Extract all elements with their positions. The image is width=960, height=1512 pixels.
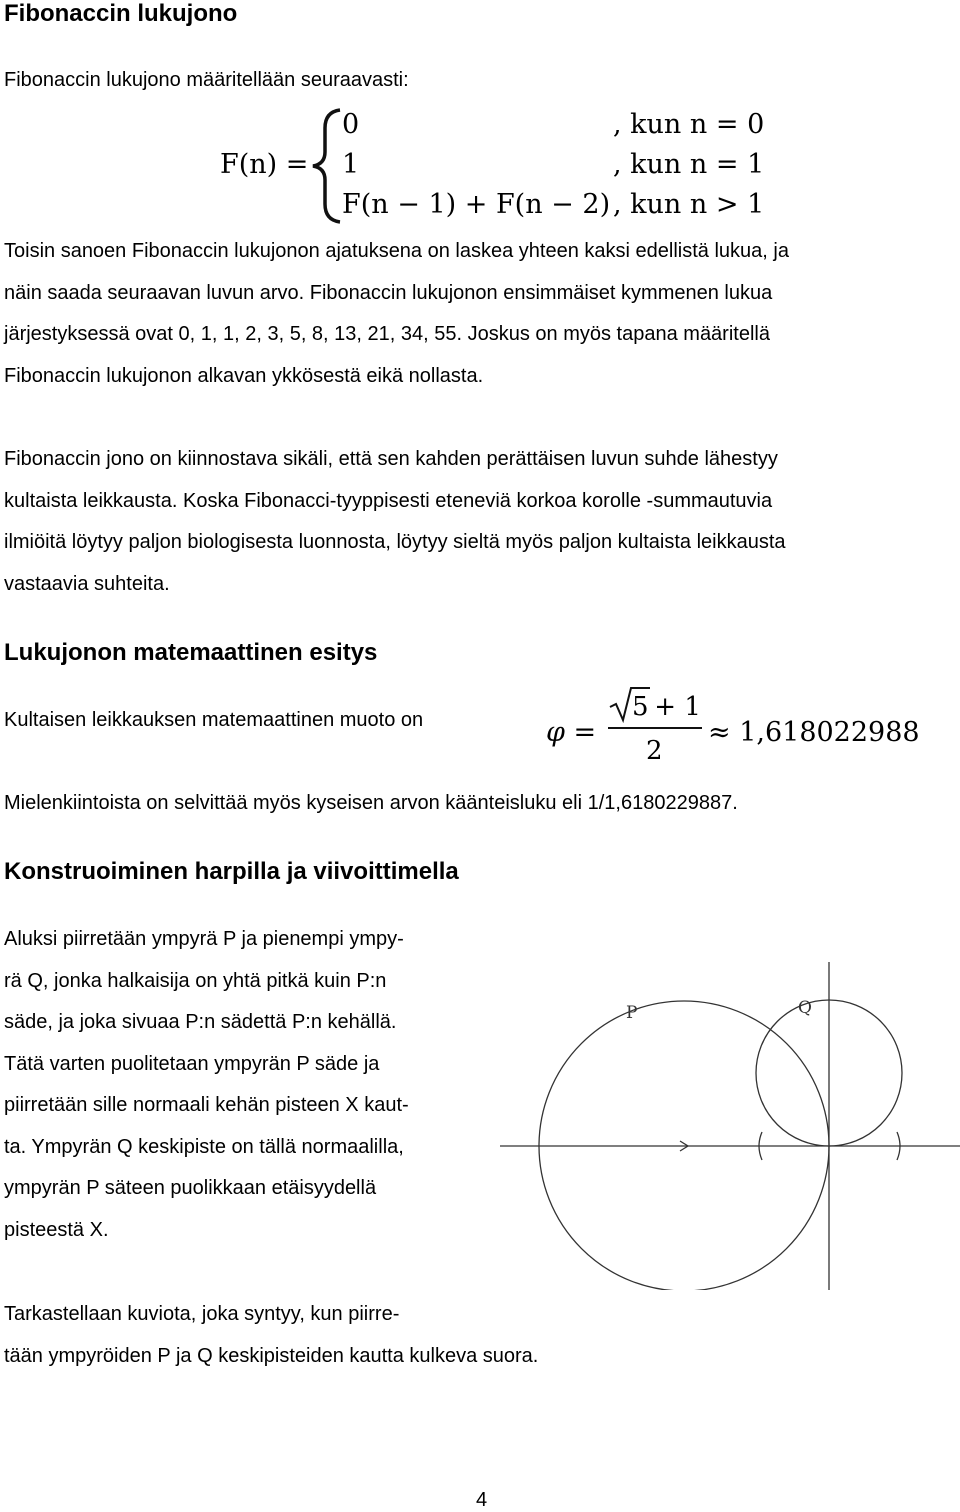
paragraph-4-line: säde, ja joka sivuaa P:n sädettä P:n kehällä. xyxy=(4,1011,397,1033)
formula-lhs: F(n) = xyxy=(220,149,309,180)
paragraph-5-line: Tarkastellaan kuviota, joka syntyy, kun piirre- xyxy=(4,1303,400,1325)
golden-ratio-formula-svg xyxy=(540,684,920,766)
golden-ratio-text: Kultaisen leikkauksen matemaattinen muoto on xyxy=(4,709,424,731)
paragraph-1 xyxy=(4,231,954,397)
formula-case-1-value: 0 xyxy=(342,109,360,140)
construction-figure-svg xyxy=(500,955,960,1290)
paragraph-1-line: järjestyksessä ovat 0, 1, 1, 2, 3, 5, 8, 13, 21, 34, 55. Joskus on myös tapana määritellä xyxy=(4,323,770,345)
paragraph-5 xyxy=(4,1294,904,1377)
golden-root-value: 5 xyxy=(632,692,649,722)
construction-figure xyxy=(500,955,960,1290)
label-q: Q xyxy=(798,998,812,1018)
formula-case-3-condition: , kun n > 1 xyxy=(613,189,765,220)
golden-numerator-rest: + 1 xyxy=(646,692,701,722)
golden-denominator: 2 xyxy=(646,736,663,766)
paragraph-4-line: rä Q, jonka halkaisija on yhtä pitkä kuin P:n xyxy=(4,969,387,992)
formula-brace xyxy=(313,110,340,222)
paragraph-4-line: Aluksi piirretään ympyrä P ja pienempi ympy- xyxy=(4,928,404,950)
page-number: 4 xyxy=(476,1489,488,1511)
fibonacci-formula xyxy=(215,100,775,230)
formula-case-2-value: 1 xyxy=(342,149,360,180)
golden-approx: ≈ 1,6180229887 xyxy=(708,717,920,748)
paragraph-3: Mielenkiintoista on selvittää myös kyseisen arvon käänteisluku eli 1/1,6180229887. xyxy=(4,792,738,814)
paragraph-2-line: ilmiöitä löytyy paljon biologisesta luonnosta, löytyy sieltä myös paljon kultaista leikkausta xyxy=(4,531,786,553)
heading-konstruoiminen: Konstruoiminen harpilla ja viivoittimella xyxy=(4,858,459,885)
heading-fibonaccin-lukujono: Fibonaccin lukujono xyxy=(4,0,238,27)
paragraph-4-line: Tätä varten puolitetaan ympyrän P säde ja xyxy=(4,1052,380,1075)
formula-case-2-condition: , kun n = 1 xyxy=(613,149,765,180)
paragraph-4-line: ympyrän P säteen puolikkaan etäisyydellä xyxy=(4,1177,377,1199)
paragraph-2-line: Fibonaccin jono on kiinnostava sikäli, että sen kahden perättäisen luvun suhde lähestyy xyxy=(4,448,778,470)
paragraph-1-line: Toisin sanoen Fibonaccin lukujonon ajatuksena on laskea yhteen kaksi edellistä lukua, ja xyxy=(4,240,789,262)
paragraph-4-line: piirretään sille normaali kehän pisteen X kaut- xyxy=(4,1094,409,1116)
paragraph-1-line: näin saada seuraavan luvun arvo. Fibonaccin lukujonon ensimmäiset kymmenen lukua xyxy=(4,281,773,304)
heading-lukujonon-matemaattinen-esitys: Lukujonon matemaattinen esitys xyxy=(4,639,378,666)
golden-phi: φ = xyxy=(546,717,597,748)
formula-case-1-condition: , kun n = 0 xyxy=(613,109,765,140)
paragraph-2 xyxy=(4,439,954,605)
intro-text: Fibonaccin lukujono määritellään seuraavasti: xyxy=(4,69,409,91)
label-p: P xyxy=(626,1003,638,1023)
paragraph-5-line: tään ympyröiden P ja Q keskipisteiden kautta kulkeva suora. xyxy=(4,1344,539,1367)
paragraph-1-line: Fibonaccin lukujonon alkavan ykkösestä eikä nollasta. xyxy=(4,364,484,387)
paragraph-4 xyxy=(4,919,504,1251)
paragraph-4-line: pisteestä X. xyxy=(4,1218,109,1241)
fibonacci-formula-svg xyxy=(215,100,775,230)
paragraph-2-line: vastaavia suhteita. xyxy=(4,572,170,595)
formula-case-3-value: F(n − 1) + F(n − 2) xyxy=(342,189,611,220)
paragraph-2-line: kultaista leikkausta. Koska Fibonacci-tyyppisesti eteneviä korkoa korolle -summautuvia xyxy=(4,489,773,512)
paragraph-4-line: ta. Ympyrän Q keskipiste on tällä normaalilla, xyxy=(4,1135,404,1158)
golden-ratio-formula xyxy=(540,684,920,766)
